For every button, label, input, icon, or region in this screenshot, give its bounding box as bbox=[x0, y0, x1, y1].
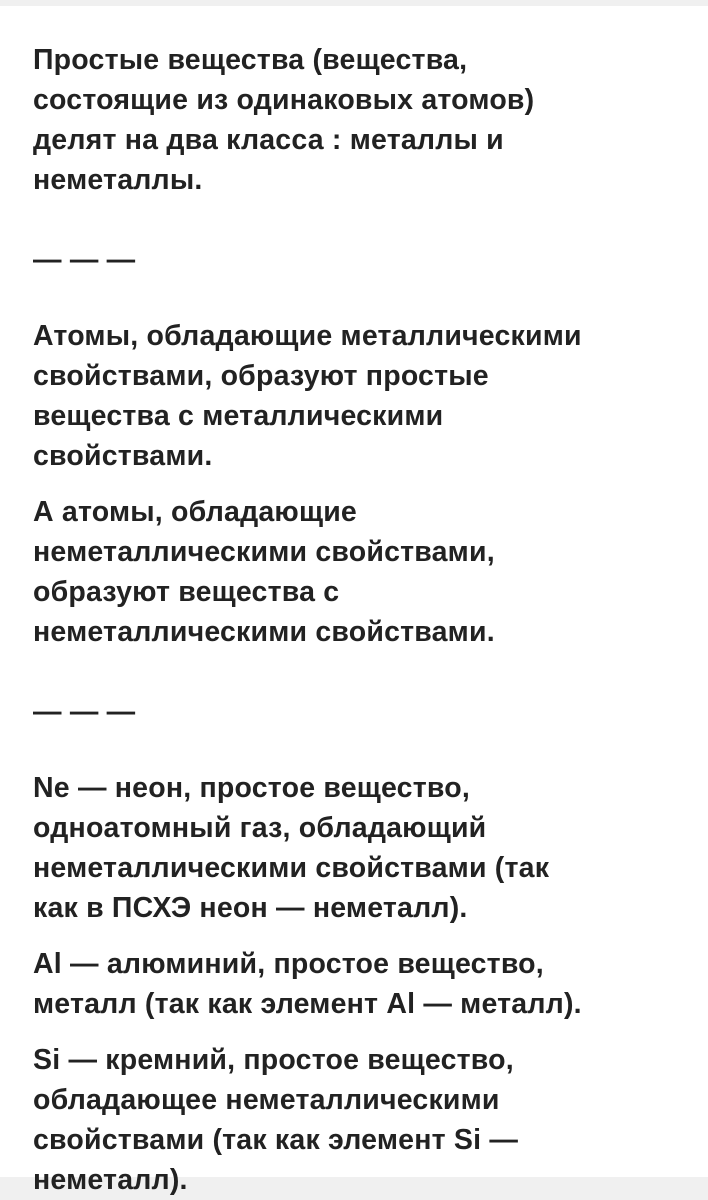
separator-line: — — — bbox=[33, 696, 136, 728]
text-line: неметаллическими свойствами, bbox=[33, 536, 495, 568]
text-line: одноатомный газ, обладающий bbox=[33, 812, 487, 844]
paragraph-aluminium bbox=[33, 944, 690, 1024]
text-line: Si — кремний, простое вещество, bbox=[33, 1044, 514, 1076]
text-line: Простые вещества (вещества, bbox=[33, 44, 468, 76]
paragraph-silicon bbox=[33, 1040, 690, 1200]
answer-text bbox=[0, 6, 708, 1200]
paragraph-nonmetal-atoms bbox=[33, 492, 690, 652]
text-line: образуют вещества с bbox=[33, 576, 340, 608]
text-line: свойствами (так как элемент Si — bbox=[33, 1124, 519, 1156]
text-line: Al — алюминий, простое вещество, bbox=[33, 948, 544, 980]
separator-dashes bbox=[33, 692, 690, 732]
paragraph-simple-substances bbox=[33, 40, 690, 200]
text-line: вещества с металлическими bbox=[33, 400, 444, 432]
text-line: обладающее неметаллическими bbox=[33, 1084, 500, 1116]
text-line: Атомы, обладающие металлическими bbox=[33, 320, 582, 352]
text-line: А атомы, обладающие bbox=[33, 496, 357, 528]
text-line: как в ПСХЭ неон — неметалл). bbox=[33, 892, 468, 924]
text-line: неметалл). bbox=[33, 1164, 188, 1196]
paragraph-neon bbox=[33, 768, 690, 928]
separator-dashes bbox=[33, 240, 690, 280]
text-line: металл (так как элемент Al — металл). bbox=[33, 988, 582, 1020]
text-line: делят на два класса : металлы и bbox=[33, 124, 504, 156]
paragraph-metal-atoms bbox=[33, 316, 690, 476]
separator-line: — — — bbox=[33, 244, 136, 276]
text-line: состоящие из одинаковых атомов) bbox=[33, 84, 535, 116]
text-line: неметаллическими свойствами (так bbox=[33, 852, 550, 884]
text-line: неметаллы. bbox=[33, 164, 203, 196]
text-line: свойствами. bbox=[33, 440, 213, 472]
text-line: Ne — неон, простое вещество, bbox=[33, 772, 470, 804]
text-line: неметаллическими свойствами. bbox=[33, 616, 495, 648]
answer-card bbox=[0, 6, 708, 1196]
text-line: свойствами, образуют простые bbox=[33, 360, 489, 392]
